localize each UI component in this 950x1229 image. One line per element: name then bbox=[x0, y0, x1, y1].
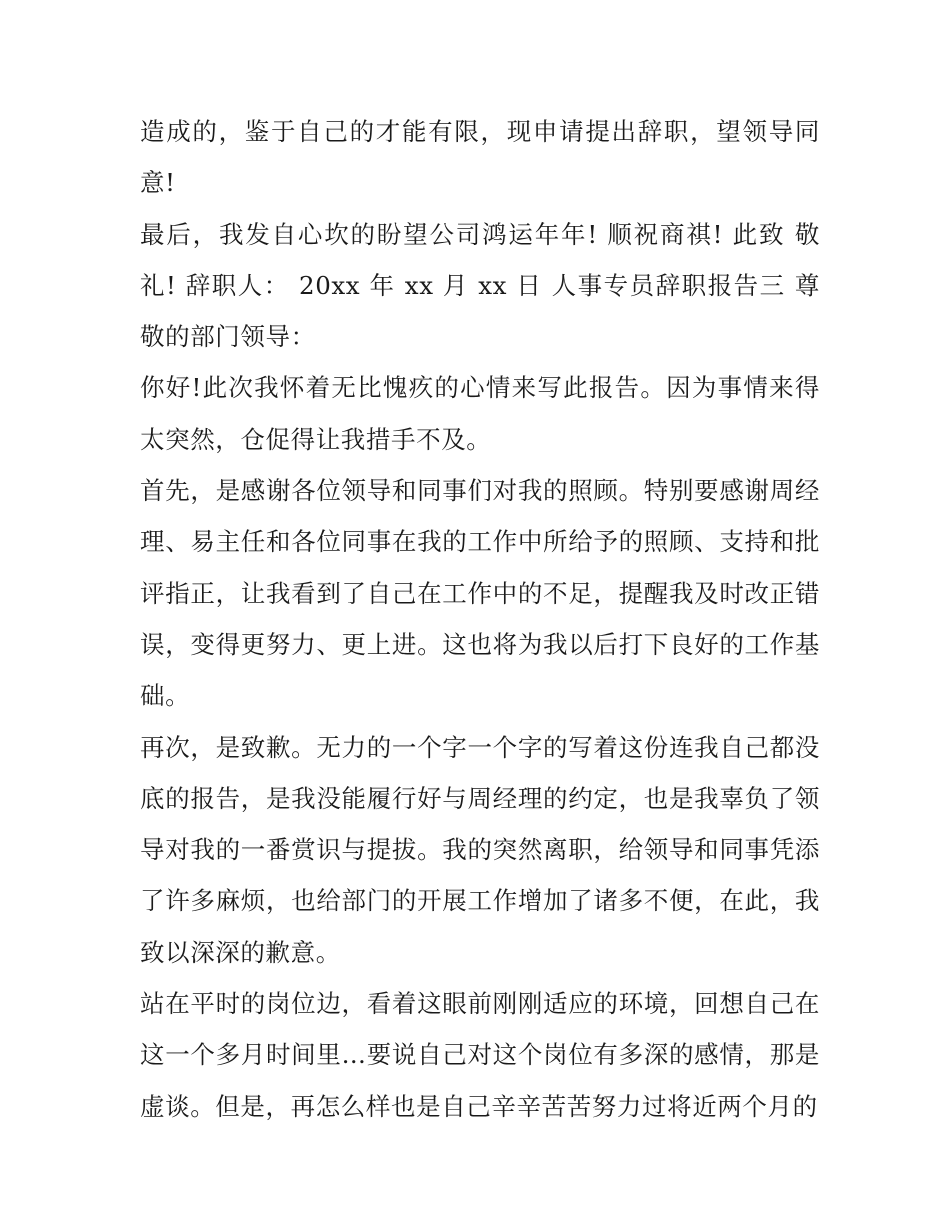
paragraph-4: 首先，是感谢各位领导和同事们对我的照顾。特别要感谢周经理、易主任和各位同事在我的工作中所给予的照顾、支持和批评指正，让我看到了自己在工作中的不足，提醒我及时改正错误，变得更努力、更上进。这也将为我以后打下良好的工作基础。 bbox=[140, 476, 820, 711]
paragraph-6: 站在平时的岗位边，看着这眼前刚刚适应的环境，回想自己在这一个多月时间里…要说自己对这个岗位有多深的感情，那是虚谈。但是，再怎么样也是自己辛辛苦苦努力过将近两个月的 bbox=[140, 989, 820, 1121]
paragraph-5: 再次，是致歉。无力的一个字一个字的写着这份连我自己都没底的报告，是我没能履行好与周经理的约定，也是我辜负了领导对我的一番赏识与提拔。我的突然离职，给领导和同事凭添了许多麻烦，也给部门的开展工作增加了诸多不便，在此，我致以深深的歉意。 bbox=[140, 732, 820, 967]
paragraph-2: 最后，我发自心坎的盼望公司鸿运年年! 顺祝商祺! 此致 敬礼! 辞职人： 20xx 年 xx 月 xx 日 人事专员辞职报告三 尊敬的部门领导： bbox=[140, 219, 820, 352]
document-body bbox=[140, 106, 820, 1132]
paragraph-3: 你好!此次我怀着无比愧疚的心情来写此报告。因为事情来得太突然，仓促得让我措手不及。 bbox=[140, 373, 820, 454]
paragraph-1: 造成的，鉴于自己的才能有限，现申请提出辞职，望领导同意! bbox=[140, 117, 820, 198]
